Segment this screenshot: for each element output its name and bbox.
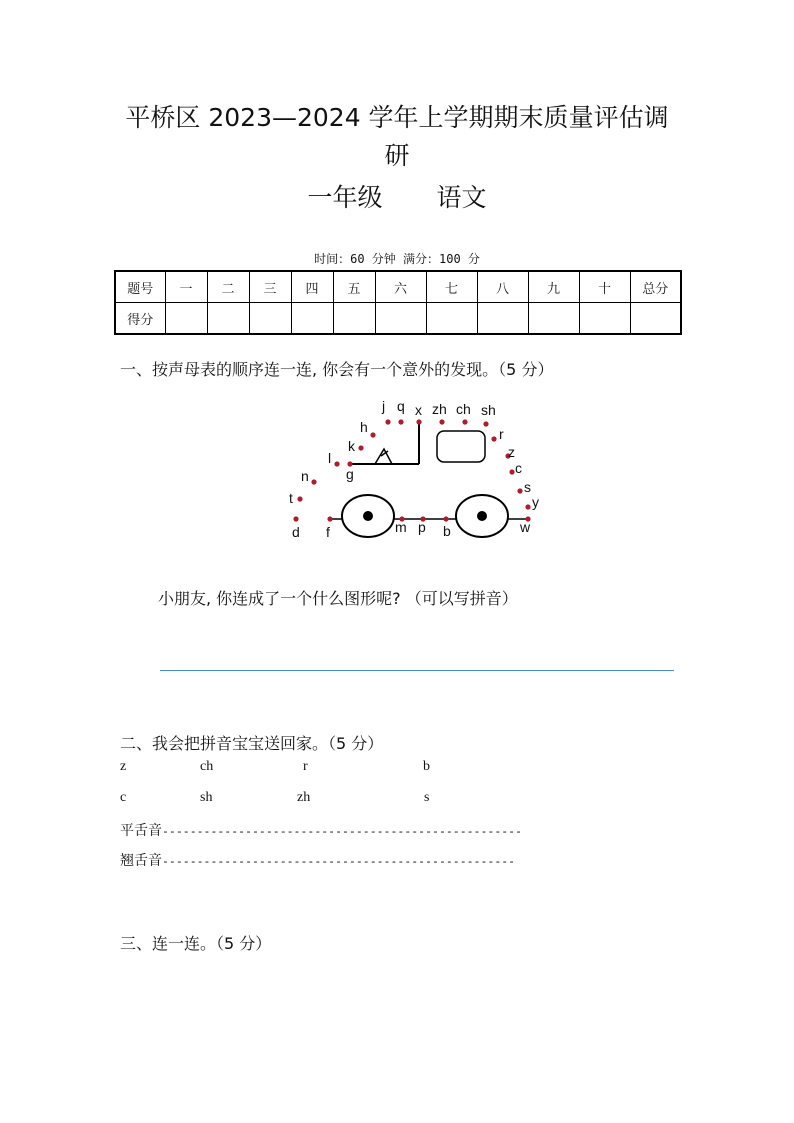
section-1-question: 小朋友, 你连成了一个什么图形呢? （可以写拼音） <box>158 589 518 608</box>
subject: 语文 <box>436 183 487 212</box>
pinyin-item[interactable]: s <box>424 790 430 805</box>
score-input-cell[interactable] <box>291 303 333 335</box>
score-input-cell[interactable] <box>207 303 249 335</box>
car-window <box>437 431 485 462</box>
pinyin-item[interactable]: zh <box>297 790 311 805</box>
title-line-2: 研 <box>384 141 410 170</box>
table-cell: 八 <box>477 271 528 303</box>
score-input-cell[interactable] <box>630 303 681 335</box>
pinyin-item[interactable]: c <box>120 790 127 805</box>
dot-n <box>311 479 316 484</box>
table-cell: 五 <box>333 271 375 303</box>
retroflex-answer-line[interactable]: --------------------------------------------------- <box>162 854 516 868</box>
score-input-cell[interactable] <box>579 303 630 335</box>
dot-y <box>525 504 530 509</box>
score-input-cell[interactable] <box>249 303 291 335</box>
dot-r <box>491 436 496 441</box>
letter-m: m <box>395 519 407 535</box>
score-input-cell[interactable] <box>477 303 528 335</box>
section-1-heading: 一、按声母表的顺序连一连, 你会有一个意外的发现。（5 分） <box>120 360 554 379</box>
score-input-cell[interactable] <box>375 303 426 335</box>
letter-l: l <box>328 450 332 466</box>
dot-ch <box>462 419 467 424</box>
letter-n: n <box>301 468 309 484</box>
dot-t <box>297 496 302 501</box>
dot-group <box>293 419 530 521</box>
table-cell: 得分 <box>115 303 165 335</box>
grade: 一年级 <box>307 183 383 212</box>
table-cell: 四 <box>291 271 333 303</box>
flat-tongue-answer-line[interactable]: ---------------------------------------------------- <box>162 824 523 838</box>
pinyin-item[interactable]: sh <box>200 790 213 805</box>
dot-q <box>398 419 403 424</box>
letter-t: t <box>289 490 293 506</box>
retroflex-row <box>120 850 515 870</box>
letter-k: k <box>348 438 355 454</box>
letter-y: y <box>532 494 539 510</box>
dot-zh <box>439 419 444 424</box>
score-input-cell[interactable] <box>528 303 579 335</box>
letter-d: d <box>292 524 300 540</box>
table-cell: 六 <box>375 271 426 303</box>
rear-wheel-hub <box>477 511 487 521</box>
steering-wheel-icon <box>375 449 392 464</box>
pinyin-item[interactable]: ch <box>200 759 214 774</box>
title-line-1: 平桥区 2023—2024 学年上学期期末质量评估调 <box>125 103 669 132</box>
grade-subject <box>0 180 794 216</box>
dot-d <box>293 516 298 521</box>
dot-k <box>358 445 363 450</box>
letter-p: p <box>418 519 426 535</box>
table-cell: 二 <box>207 271 249 303</box>
letter-s: s <box>524 479 531 495</box>
table-cell: 总分 <box>630 271 681 303</box>
score-input-cell[interactable] <box>165 303 207 335</box>
letter-q: q <box>397 398 405 414</box>
score-input-cell[interactable] <box>426 303 477 335</box>
letter-zh: zh <box>432 401 447 417</box>
dot-c <box>509 469 514 474</box>
table-cell: 一 <box>165 271 207 303</box>
front-wheel-hub <box>363 511 373 521</box>
letter-b: b <box>443 523 451 539</box>
table-cell: 题号 <box>115 271 165 303</box>
dot-s <box>517 488 522 493</box>
section-3-heading: 三、连一连。（5 分） <box>120 934 272 953</box>
flat-tongue-label: 平舌音 <box>120 823 162 839</box>
table-cell: 三 <box>249 271 291 303</box>
letter-x: x <box>415 402 422 418</box>
dot-l <box>334 461 339 466</box>
letter-c: c <box>515 460 522 476</box>
dot-sh <box>483 421 488 426</box>
letter-sh: sh <box>481 402 496 418</box>
score-input-cell[interactable] <box>333 303 375 335</box>
letter-j: j <box>382 398 386 414</box>
score-table-header-row <box>115 271 681 303</box>
table-cell: 七 <box>426 271 477 303</box>
score-table-score-row <box>115 303 681 335</box>
dot-j <box>385 419 390 424</box>
dot-f <box>327 516 332 521</box>
letter-h: h <box>360 419 368 435</box>
exam-meta: 时间：60 分钟 满分：100 分 <box>314 252 480 266</box>
pinyin-item[interactable]: r <box>303 759 308 774</box>
pinyin-item[interactable]: b <box>423 759 430 774</box>
letter-z: z <box>508 444 515 460</box>
answer-line[interactable] <box>160 670 674 671</box>
dot-b <box>443 516 448 521</box>
table-cell: 九 <box>528 271 579 303</box>
flat-tongue-row <box>120 820 522 840</box>
dot-to-dot-car-figure[interactable] <box>280 395 560 545</box>
letter-ch: ch <box>456 401 471 417</box>
table-cell: 十 <box>579 271 630 303</box>
letter-r: r <box>499 426 504 442</box>
score-table <box>114 270 682 335</box>
letter-w: w <box>520 519 531 535</box>
dot-x <box>416 419 421 424</box>
letter-f: f <box>326 524 330 540</box>
dot-h <box>370 432 375 437</box>
section-2-heading: 二、我会把拼音宝宝送回家。（5 分） <box>120 734 384 753</box>
letter-g: g <box>346 466 354 482</box>
retroflex-label: 翘舌音 <box>120 853 162 869</box>
pinyin-item[interactable]: z <box>120 759 127 774</box>
